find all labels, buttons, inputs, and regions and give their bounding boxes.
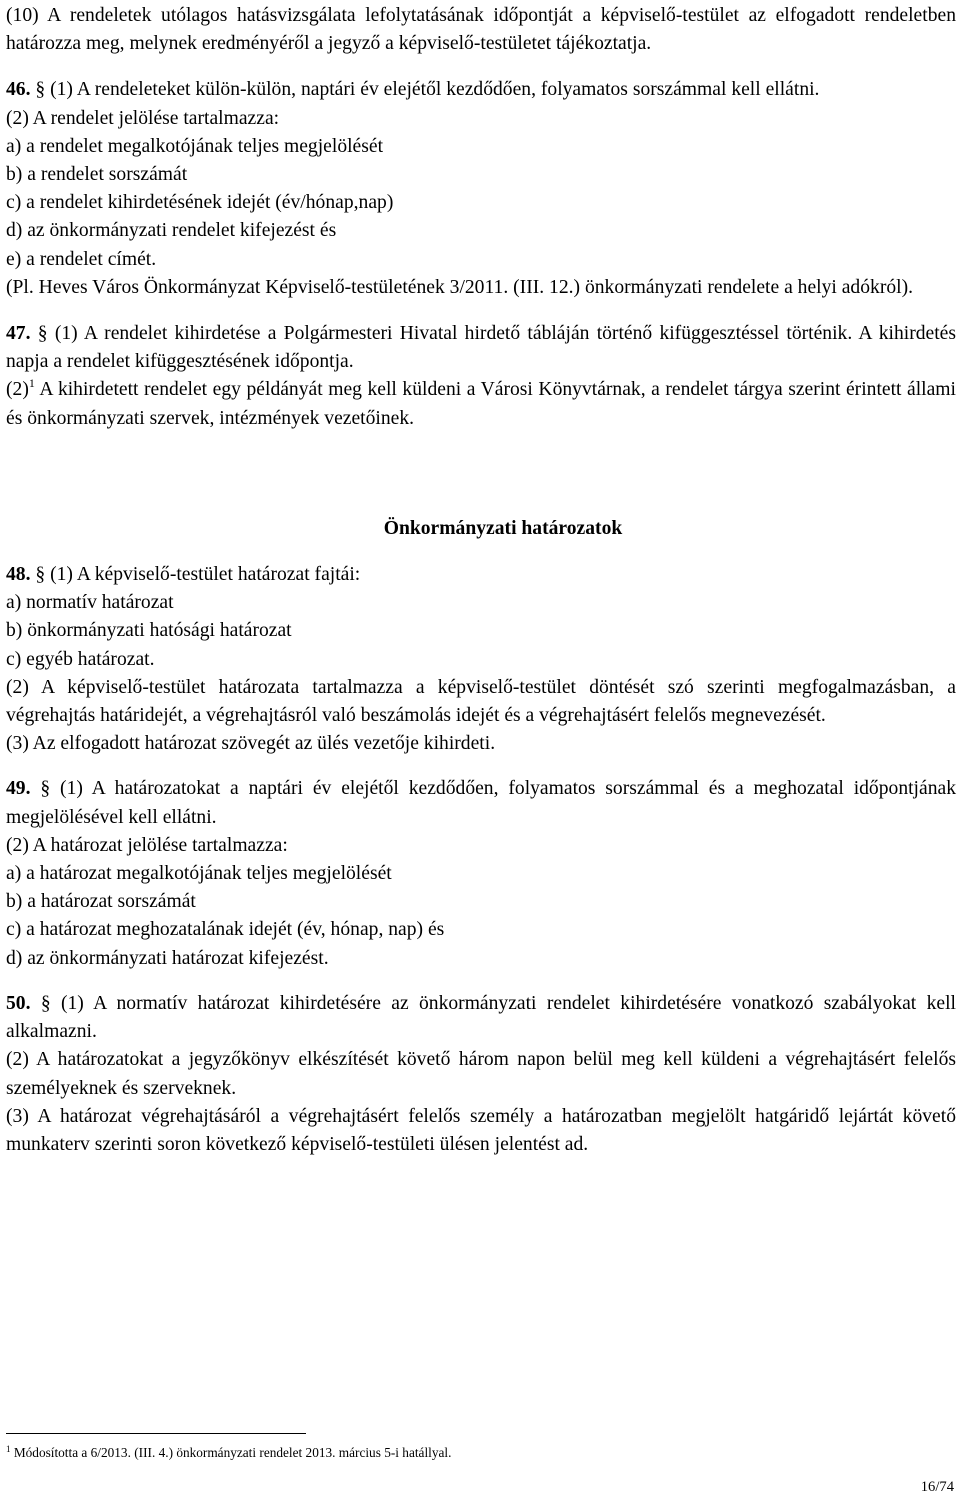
- footnote-text: Módosította a 6/2013. (III. 4.) önkormányzati rendelet 2013. március 5-i hatállyal.: [13, 1445, 452, 1460]
- list-item: b) önkormányzati hatósági határozat: [6, 620, 292, 642]
- list-item: c) a határozat meghozatalának idejét (év, hónap, nap) és: [6, 919, 445, 941]
- list-item: e) a rendelet címét.: [6, 248, 157, 270]
- list-item: a) a rendelet megalkotójának teljes megjelölését: [6, 135, 384, 157]
- list-item: a) normatív határozat: [6, 592, 174, 614]
- paragraph-10: (10) A rendeletek utólagos hatásvizsgálata lefolytatásának időpontját a képviselő-testület az elfogadott rendeletben határozza meg, melynek eredményéről a jegyző a képviselő-testületet tájékoztatja.: [6, 5, 956, 55]
- section-50-para-3: (3) A határozat végrehajtásáról a végrehajtásért felelős személy a határozatban megjelölt hatgáridő lejártát követő munkaterv szerinti soron következő képviselő-testületi ülésen jelentést ad.: [6, 1105, 956, 1155]
- section-47-para-2: $(2)^1$ A kihirdetett rendelet egy példányát meg kell küldeni a Városi Könyvtárnak, a rendelet tárgya szerint érintett állami és önkormányzati szervek, intézmények vezetőinek.: [6, 376, 956, 429]
- section-48-para-1: 48. § (1) A képviselő-testület határozat fajtái:: [6, 564, 361, 586]
- list-item: c) a rendelet kihirdetésének idejét (év/hónap,nap): [6, 192, 394, 214]
- section-50-para-1: 50. § (1) A normatív határozat kihirdetésére az önkormányzati rendelet kihirdetésére vonatkozó szabályokat kell alkalmazni.: [6, 992, 956, 1043]
- footnote-mark: 1: [6, 1444, 11, 1454]
- section-heading: Önkormányzati határozatok: [383, 517, 623, 539]
- section-49-para-1: 49. § (1) A határozatokat a naptári év elejétől kezdődően, folyamatos sorszámmal és a meghozatal időpontjának megjelölésével kell ellátni.: [6, 778, 956, 828]
- paragraph-sign-icon: §: [40, 778, 51, 800]
- page-number: 16/74: [920, 1479, 954, 1495]
- list-item: d) az önkormányzati rendelet kifejezést és: [6, 220, 337, 242]
- section-46-para-2-intro: (2) A rendelet jelölése tartalmazza:: [6, 107, 280, 129]
- list-item: b) a rendelet sorszámát: [6, 164, 188, 186]
- section-number: 48.: [6, 564, 31, 586]
- section-number: 46.: [6, 79, 31, 101]
- section-number: 50.: [6, 992, 31, 1014]
- section-48-para-3: (3) Az elfogadott határozat szövegét az ülés vezetője kihirdeti.: [6, 733, 496, 755]
- list-item: b) a határozat sorszámát: [6, 891, 196, 913]
- footnote: [6, 1445, 451, 1461]
- section-number: 47.: [6, 323, 31, 345]
- section-50-para-2: (2) A határozatokat a jegyzőkönyv elkészítését követő három napon belül meg kell küldeni a végrehajtásért felelős személyeknek és szerveknek.: [6, 1049, 956, 1099]
- section-number: 49.: [6, 778, 31, 800]
- footnote-reference[interactable]: 1: [28, 376, 35, 391]
- section-47-para-1: 47. § (1) A rendelet kihirdetése a Polgármesteri Hivatal hirdető tábláján történő kifüggesztéssel történik. A kihirdetés napja a rendelet kifüggesztésének időpontja.: [6, 323, 956, 373]
- list-item: d) az önkormányzati határozat kifejezést.: [6, 947, 329, 969]
- section-46-example: (Pl. Heves Város Önkormányzat Képviselő-testületének 3/2011. (III. 12.) önkormányzati rendelete a helyi adókról).: [6, 276, 914, 298]
- section-49-para-2-intro: (2) A határozat jelölése tartalmazza:: [6, 834, 288, 856]
- paragraph-sign-icon: §: [40, 992, 51, 1014]
- footnote-divider: [6, 1433, 306, 1434]
- list-item: a) a határozat megalkotójának teljes megjelölését: [6, 863, 392, 885]
- paragraph-sign-icon: §: [35, 564, 46, 586]
- section-48-para-2: (2) A képviselő-testület határozata tartalmazza a képviselő-testület döntését szó szerinti megfogalmazásban, a végrehajtás határidejét, a végrehajtásról való beszámolás idejét és a végrehajtásért felelős megnevezését.: [6, 676, 956, 727]
- paragraph-sign-icon: §: [35, 79, 46, 101]
- document-page: [6, 2, 956, 1159]
- section-46-para-1: 46. § (1) A rendeleteket külön-külön, naptári év elejétől kezdődően, folyamatos sorszámmal kell ellátni.: [6, 79, 820, 101]
- list-item: c) egyéb határozat.: [6, 648, 155, 670]
- paragraph-sign-icon: §: [37, 323, 48, 345]
